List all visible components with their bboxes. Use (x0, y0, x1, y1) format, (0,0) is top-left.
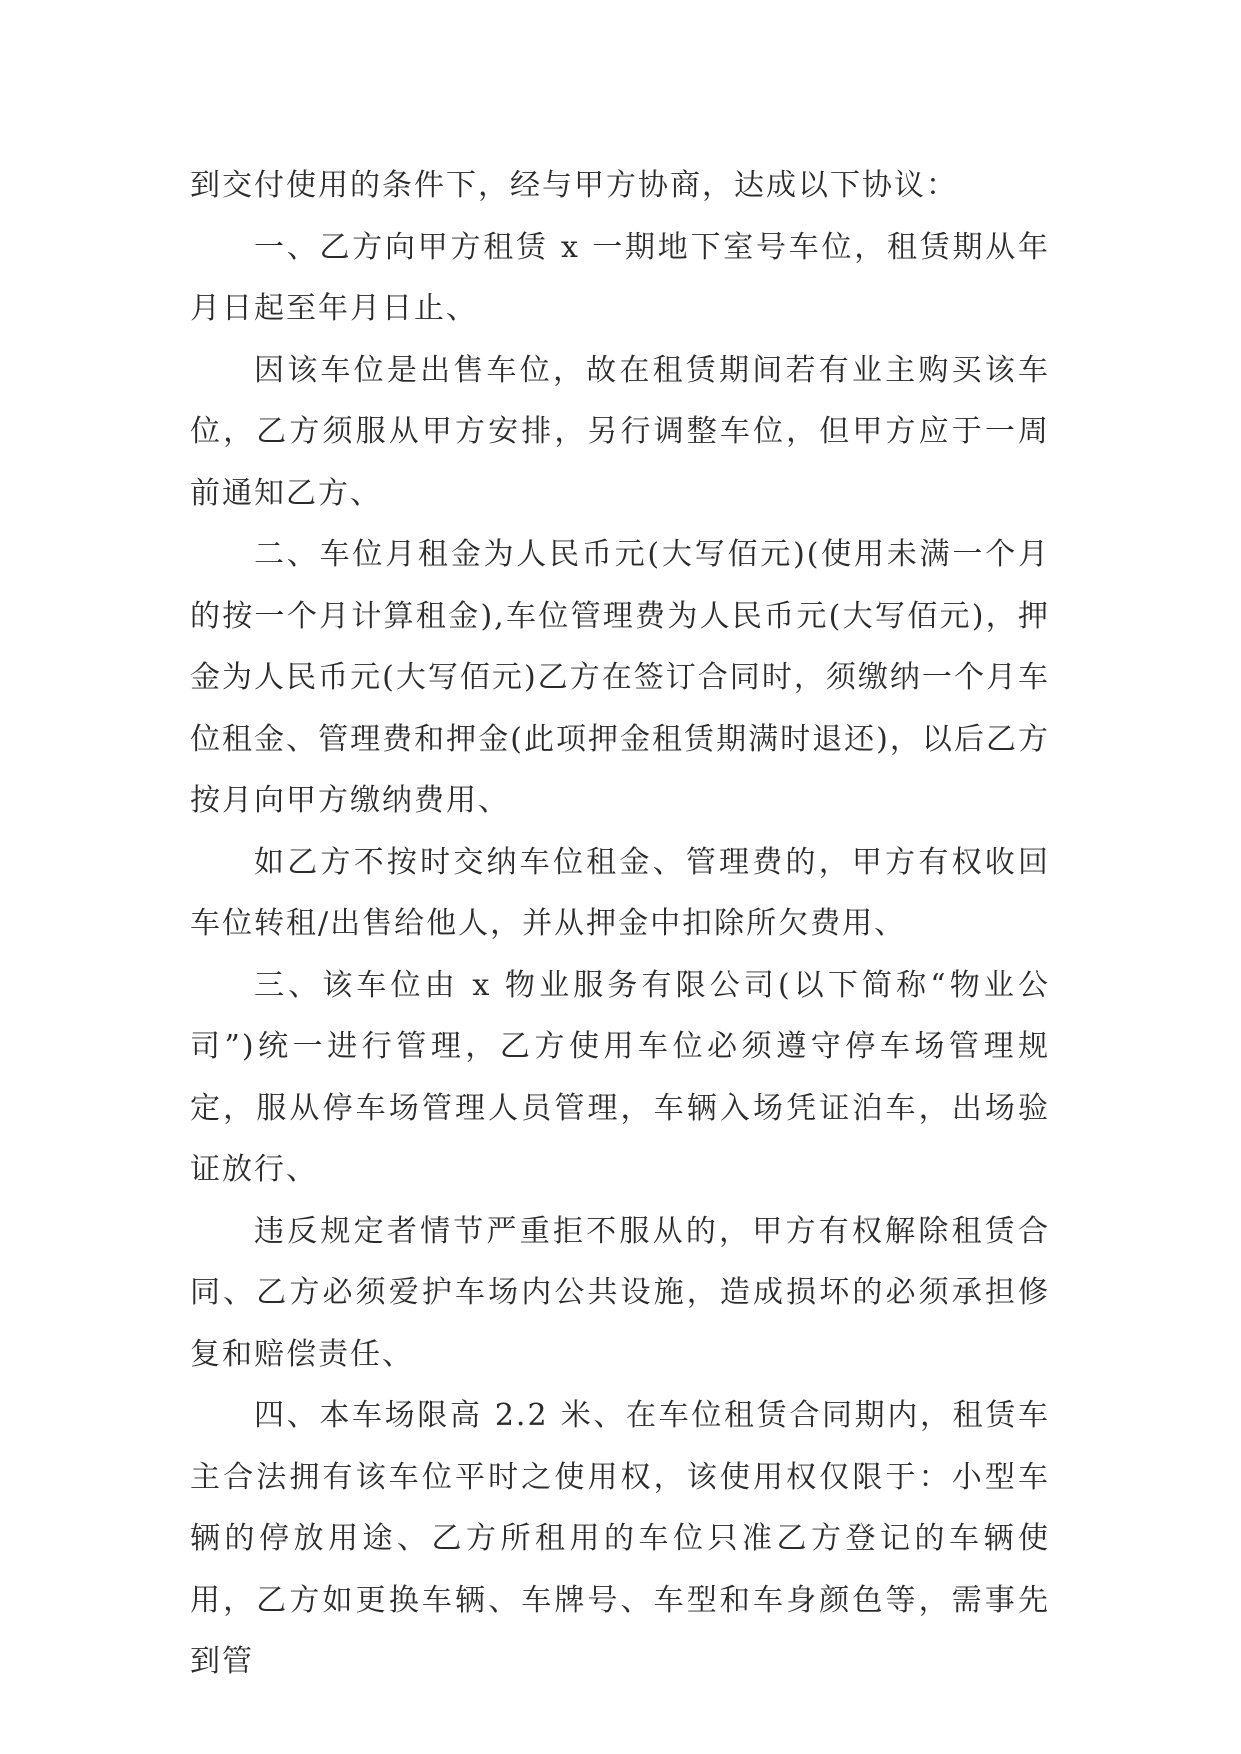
paragraph: 二、车位月租金为人民币元(大写佰元)(使用未满一个月的按一个月计算租金),车位管理费为人民币元(大写佰元)，押金为人民币元(大写佰元)乙方在签订合同时，须缴纳一个月车位租金、管理费和押金(此项押金租赁期满时退还)，以后乙方按月向甲方缴纳费用、 (190, 537, 1050, 818)
document-body (190, 155, 1050, 1693)
paragraph: 到交付使用的条件下，经与甲方协商，达成以下协议： (190, 168, 958, 203)
paragraph: 一、乙方向甲方租赁 x 一期地下室号车位，租赁期从年月日起至年月日止、 (190, 229, 1050, 326)
paragraph: 四、本车场限高 2.2 米、在车位租赁合同期内，租赁车主合法拥有该车位平时之使用权，该使用权仅限于：小型车辆的停放用途、乙方所租用的车位只准乙方登记的车辆使用，乙方如更换车辆、车牌号、车型和车身颜色等，需事先到管 (190, 1398, 1050, 1679)
paragraph: 如乙方不按时交纳车位租金、管理费的，甲方有权收回车位转租/出售给他人，并从押金中扣除所欠费用、 (190, 844, 1050, 941)
paragraph: 因该车位是出售车位，故在租赁期间若有业主购买该车位，乙方须服从甲方安排，另行调整车位，但甲方应于一周前通知乙方、 (190, 352, 1050, 511)
paragraph: 违反规定者情节严重拒不服从的，甲方有权解除租赁合同、乙方必须爱护车场内公共设施，造成损坏的必须承担修复和赔偿责任、 (190, 1213, 1050, 1372)
paragraph: 三、该车位由 x 物业服务有限公司(以下简称“物业公司”)统一进行管理，乙方使用车位必须遵守停车场管理规定，服从停车场管理人员管理，车辆入场凭证泊车，出场验证放行、 (190, 967, 1050, 1187)
